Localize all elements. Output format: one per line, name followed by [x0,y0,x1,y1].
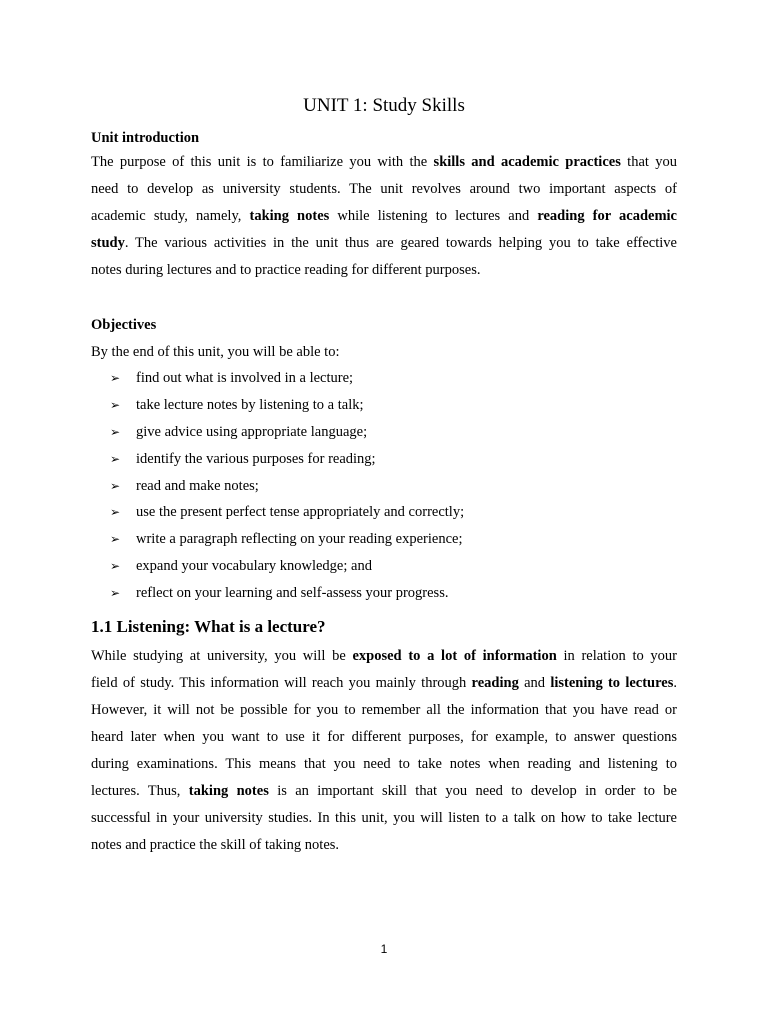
paragraph-line: heard later when you want to use it for different purposes, for example, to answer questions [91,729,677,745]
arrow-bullet-icon: ➢ [110,505,121,520]
list-item: ➢ read and make notes; [110,473,464,500]
unit-introduction-paragraph [91,149,677,284]
arrow-bullet-icon: ➢ [110,451,121,466]
bold-phrase: listening to lectures [550,675,674,691]
paragraph-line: during examinations. This means that you need to take notes when reading and listening to [91,756,677,772]
paragraph-line: While studying at university, you will be exposed to a lot of information in relation to your [91,648,678,664]
list-item: ➢ reflect on your learning and self-assess your progress. [110,580,464,607]
objectives-intro: By the end of this unit, you will be able to: [91,344,340,360]
bold-phrase: reading [471,675,519,691]
arrow-bullet-icon: ➢ [110,559,121,574]
arrow-bullet-icon: ➢ [110,586,121,601]
arrow-bullet-icon: ➢ [110,371,121,385]
paragraph-line: need to develop as university students. The unit revolves around two important aspects of [91,181,677,197]
section-heading-listening: 1.1 Listening: What is a lecture? [91,617,326,636]
list-item: ➢ identify the various purposes for reading; [110,446,464,473]
bold-phrase: taking notes [188,783,269,799]
paragraph-line: successful in your university studies. In this unit, you will listen to a talk on how to take lecture [91,810,677,826]
list-item: ➢ write a paragraph reflecting on your reading experience; [110,526,464,553]
paragraph-line: study. The various activities in the unit thus are geared towards helping you to take effective [91,235,677,251]
bold-phrase: taking notes [249,208,330,224]
page-title: UNIT 1: Study Skills [303,95,465,116]
page-number: 1 [380,942,388,956]
unit-introduction-heading: Unit introduction [91,130,200,146]
bold-phrase: skills and academic practices [433,154,621,170]
paragraph-line: notes and practice the skill of taking notes. [91,837,340,853]
paragraph-line: However, it will not be possible for you to remember all the information that you have read or [91,702,677,718]
list-item: ➢ give advice using appropriate language; [110,419,464,446]
arrow-bullet-icon: ➢ [110,478,121,493]
list-item: ➢ find out what is involved in a lecture; [110,365,464,392]
arrow-bullet-icon: ➢ [110,532,121,547]
bold-phrase: exposed to a lot of information [352,648,557,664]
paragraph-line: The purpose of this unit is to familiarize you with the skills and academic practices that you [91,154,677,170]
bold-phrase: reading for academic [537,208,677,224]
paragraph-line: field of study. This information will reach you mainly through reading and listening to lectures. [91,675,677,691]
list-item: ➢ use the present perfect tense appropriately and correctly; [110,499,464,526]
paragraph-line: lectures. Thus, taking notes is an important skill that you need to develop in order to be [91,783,677,799]
arrow-bullet-icon: ➢ [110,397,121,412]
listening-paragraph [91,643,677,859]
objectives-heading: Objectives [91,317,157,333]
list-item: ➢ take lecture notes by listening to a talk; [110,392,464,419]
list-item: ➢ expand your vocabulary knowledge; and [110,553,464,580]
arrow-bullet-icon: ➢ [110,424,121,439]
bold-phrase: study [91,235,125,251]
objectives-list [110,365,464,607]
paragraph-line: academic study, namely, taking notes while listening to lectures and reading for academic [91,208,677,224]
paragraph-line: notes during lectures and to practice reading for different purposes. [91,262,481,278]
